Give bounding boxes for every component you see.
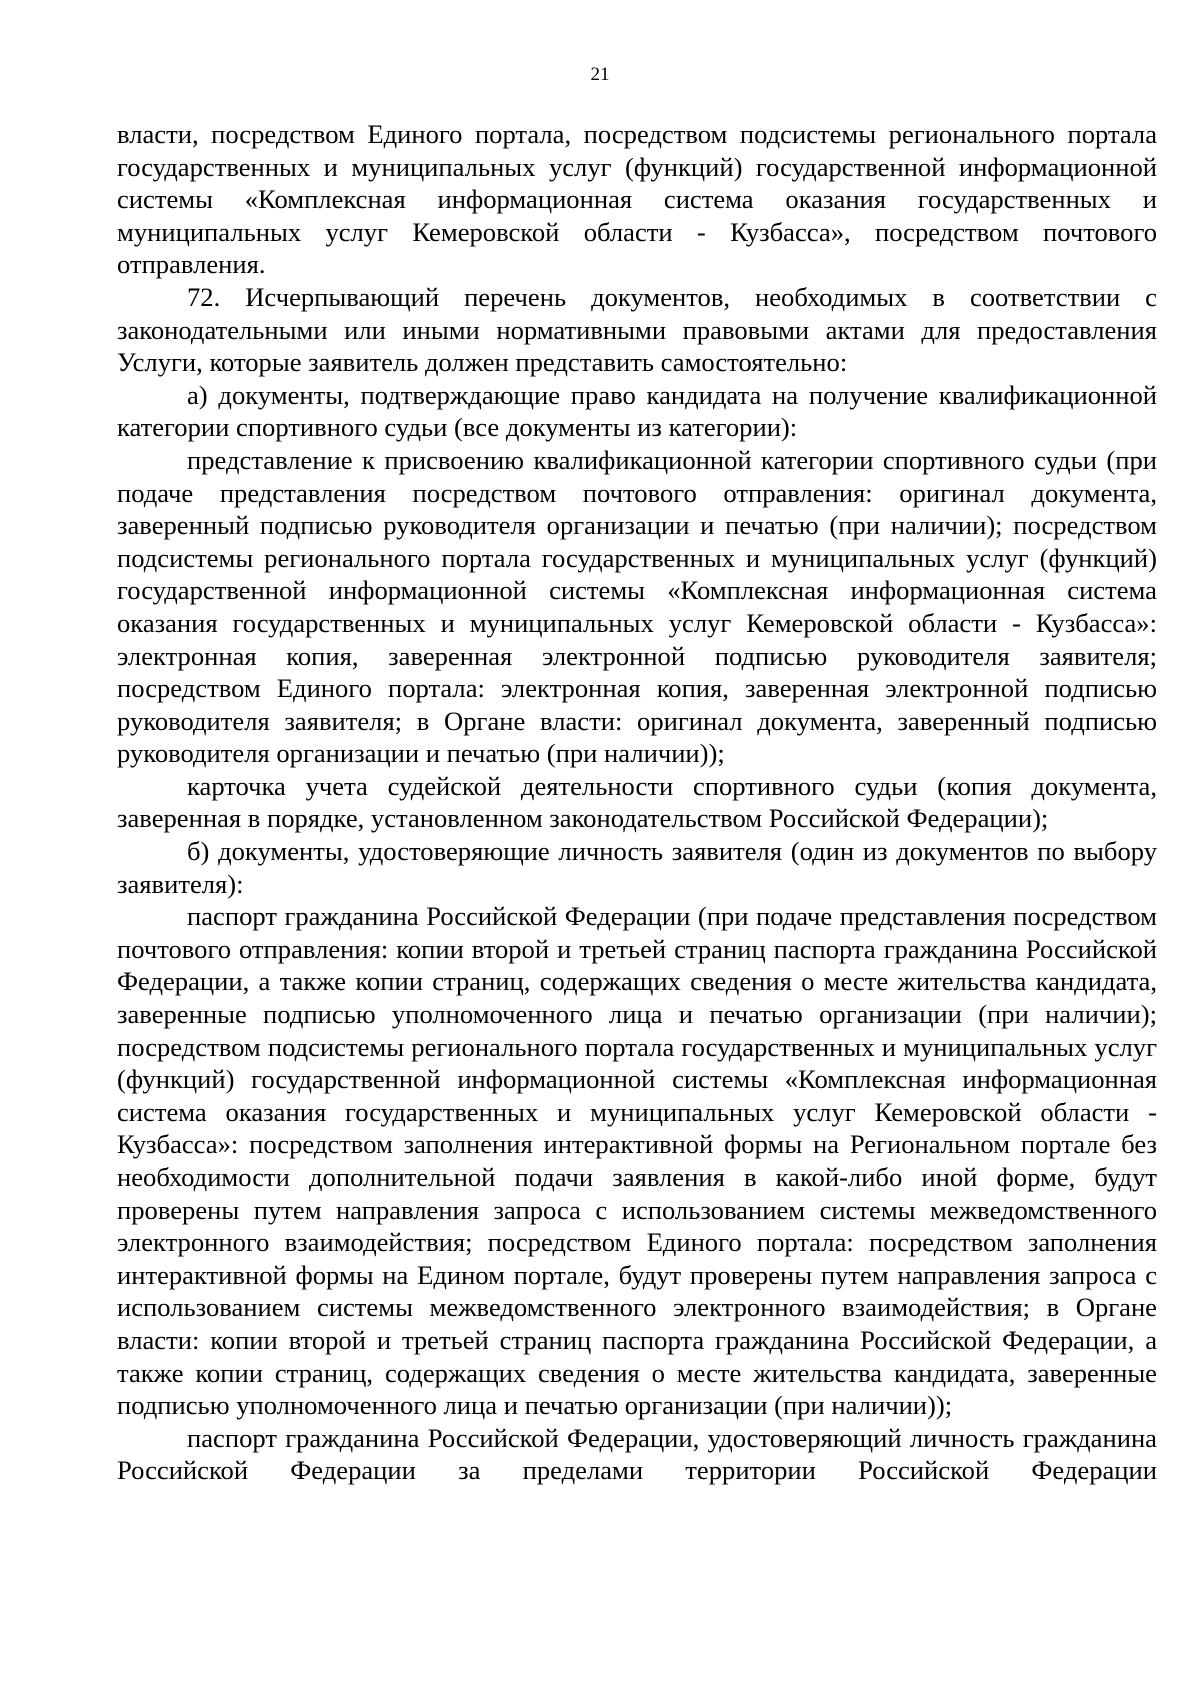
paragraph-foreign-passport: паспорт гражданина Российской Федерации, удостоверяющий личность гражданина Российской Федерации за пределами территории Российской Федерации — [117, 1422, 1157, 1486]
paragraph-referee-card: карточка учета судейской деятельности спортивного судьи (копия документа, заверенная в порядке, установленном законодательством Российской Федерации); — [117, 770, 1157, 834]
paragraph-passport-rf: паспорт гражданина Российской Федерации (при подаче представления посредством почтового отправления: копии второй и третьей страниц паспорта гражданина Российской Федерации, а также копии страниц, содержащих сведения о месте жительства кандидата, заверенные подписью уполномоченного лица и печатью организации (при наличии); посредством подсистемы регионального портала государственных и муниципальных услуг (функций) государственной информационной системы «Комплексная информационная система оказания государственных и муниципальных услуг Кемеровской области - Кузбасса»: посредством заполнения интерактивной формы на Региональном портале без необходимости дополнительной подачи заявления в какой-либо иной форме, будут проверены путем направления запроса с использованием системы межведомственного электронного взаимодействия; посредством Единого портала: посредством заполнения интерактивной формы на Едином портале, будут проверены путем направления запроса с использованием системы межведомственного электронного взаимодействия; в Органе власти: копии второй и третьей страниц паспорта гражданина Российской Федерации, а также копии страниц, содержащих сведения о месте жительства кандидата, заверенные подписью уполномоченного лица и печатью организации (при наличии)); — [117, 901, 1157, 1421]
paragraph-submission-representation: представление к присвоению квалификационной категории спортивного судьи (при подаче представления посредством почтового отправления: оригинал документа, заверенный подписью руководителя организации и печатью (при наличии); посредством подсистемы регионального портала государственных и муниципальных услуг (функций) государственной информационной системы «Комплексная информационная система оказания государственных и муниципальных услуг Кемеровской области - Кузбасса»: электронная копия, заверенная электронной подписью руководителя заявителя; посредством Единого портала: электронная копия, заверенная электронной подписью руководителя заявителя; в Органе власти: оригинал документа, заверенный подписью руководителя организации и печатью (при наличии)); — [117, 444, 1157, 769]
paragraph-subitem-a: а) документы, подтверждающие право кандидата на получение квалификационной категории спортивного судьи (все документы из категории): — [117, 379, 1157, 443]
document-body — [117, 118, 1157, 1487]
paragraph-item-72: 72. Исчерпывающий перечень документов, необходимых в соответствии с законодательными или иными нормативными правовыми актами для предоставления Услуги, которые заявитель должен представить самостоятельно: — [117, 281, 1157, 378]
page-number: 21 — [590, 64, 610, 85]
paragraph-continuation: власти, посредством Единого портала, посредством подсистемы регионального портала государственных и муниципальных услуг (функций) государственной информационной системы «Комплексная информационная система оказания государственных и муниципальных услуг Кемеровской области - Кузбасса», посредством почтового отправления. — [117, 119, 1157, 280]
paragraph-subitem-b: б) документы, удостоверяющие личность заявителя (один из документов по выбору заявителя): — [117, 836, 1157, 899]
